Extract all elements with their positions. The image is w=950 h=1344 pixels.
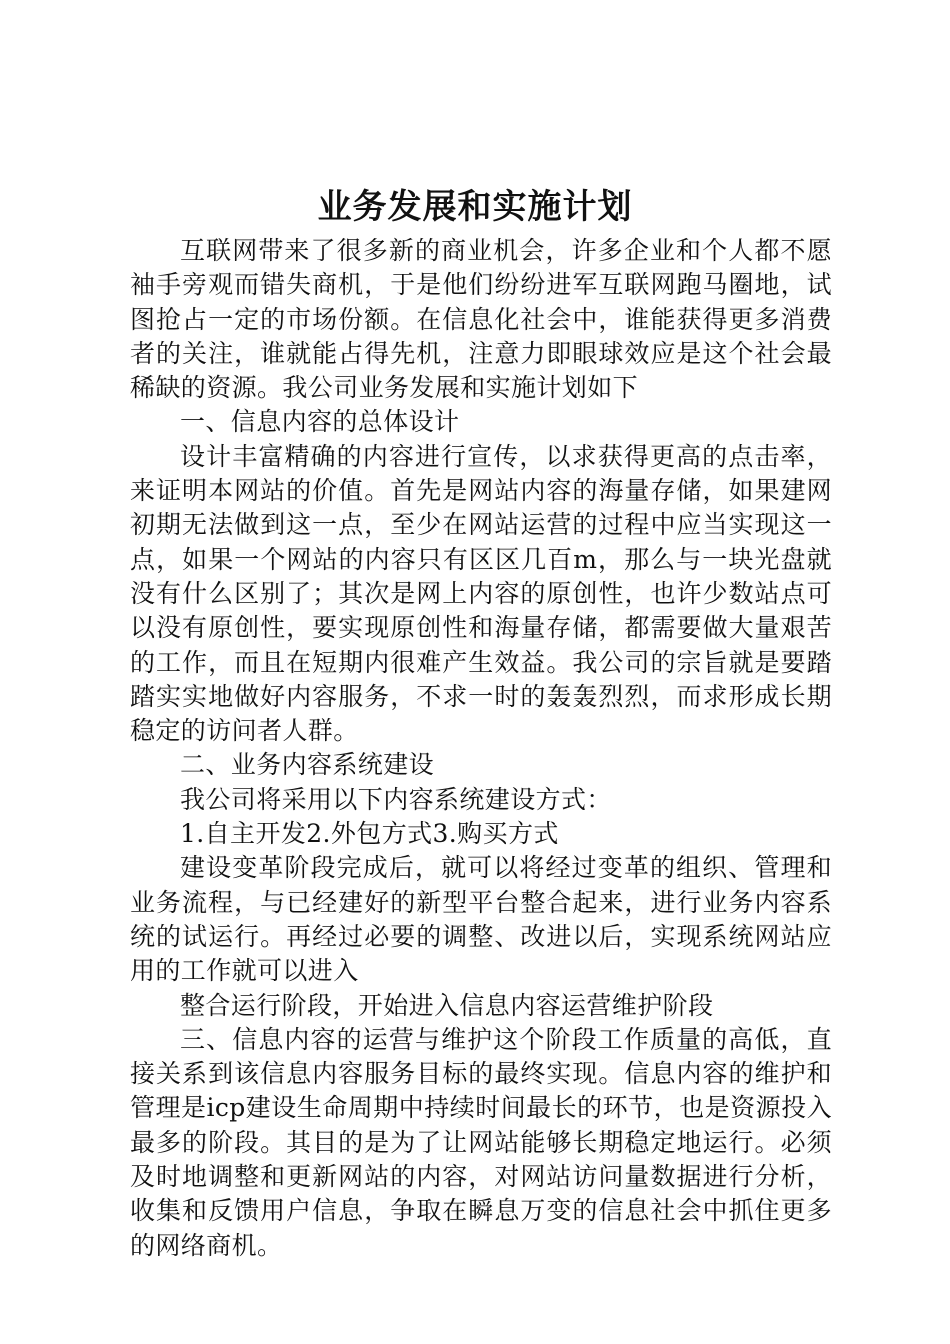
paragraph-build-methods-intro: 我公司将采用以下内容系统建设方式： [180, 784, 612, 814]
paragraph-intro: 互联网带来了很多新的商业机会，许多企业和个人都不愿袖手旁观而错失商机，于是他们纷纷进军互联网跑马圈地，试图抢占一定的市场份额。在信息化社会中，谁能获得更多消费者的关注，谁就能占得先机，注意力即眼球效应是这个社会最稀缺的资源。我公司业务发展和实施计划如下 [130, 236, 832, 403]
section-heading-2: 二、业务内容系统建设 [180, 750, 435, 780]
paragraph-operation-maintenance: 三、信息内容的运营与维护这个阶段工作质量的高低，直接关系到该信息内容服务目标的最终实现。信息内容的维护和管理是icp建设生命周期中持续时间最长的环节，也是资源投入最多的阶段。其目的是为了让网站能够长期稳定地运行。必须及时地调整和更新网站的内容，对网站访问量数据进行分析，收集和反馈用户信息，争取在瞬息万变的信息社会中抓住更多的网络商机。 [130, 1024, 832, 1260]
document-title: 业务发展和实施计划 [317, 187, 633, 227]
paragraph-build-methods-list: 1.自主开发2.外包方式3.购买方式 [180, 819, 559, 849]
paragraph-integration-stage: 整合运行阶段，开始进入信息内容运营维护阶段 [180, 990, 714, 1020]
paragraph-trial-run: 建设变革阶段完成后，就可以将经过变革的组织、管理和业务流程，与已经建好的新型平台整合起来，进行业务内容系统的试运行。再经过必要的调整、改进以后，实现系统网站应用的工作就可以进入 [130, 853, 832, 986]
document-body [130, 234, 832, 1263]
section-heading-1: 一、信息内容的总体设计 [180, 407, 460, 437]
paragraph-content-design: 设计丰富精确的内容进行宣传，以求获得更高的点击率，来证明本网站的价值。首先是网站内容的海量存储，如果建网初期无法做到这一点，至少在网站运营的过程中应当实现这一点，如果一个网站的内容只有区区几百m，那么与一块光盘就没有什么区别了；其次是网上内容的原创性，也许少数站点可以没有原创性，要实现原创性和海量存储，都需要做大量艰苦的工作，而且在短期内很难产生效益。我公司的宗旨就是要踏踏实实地做好内容服务，不求一时的轰轰烈烈，而求形成长期稳定的访问者人群。 [130, 441, 832, 746]
